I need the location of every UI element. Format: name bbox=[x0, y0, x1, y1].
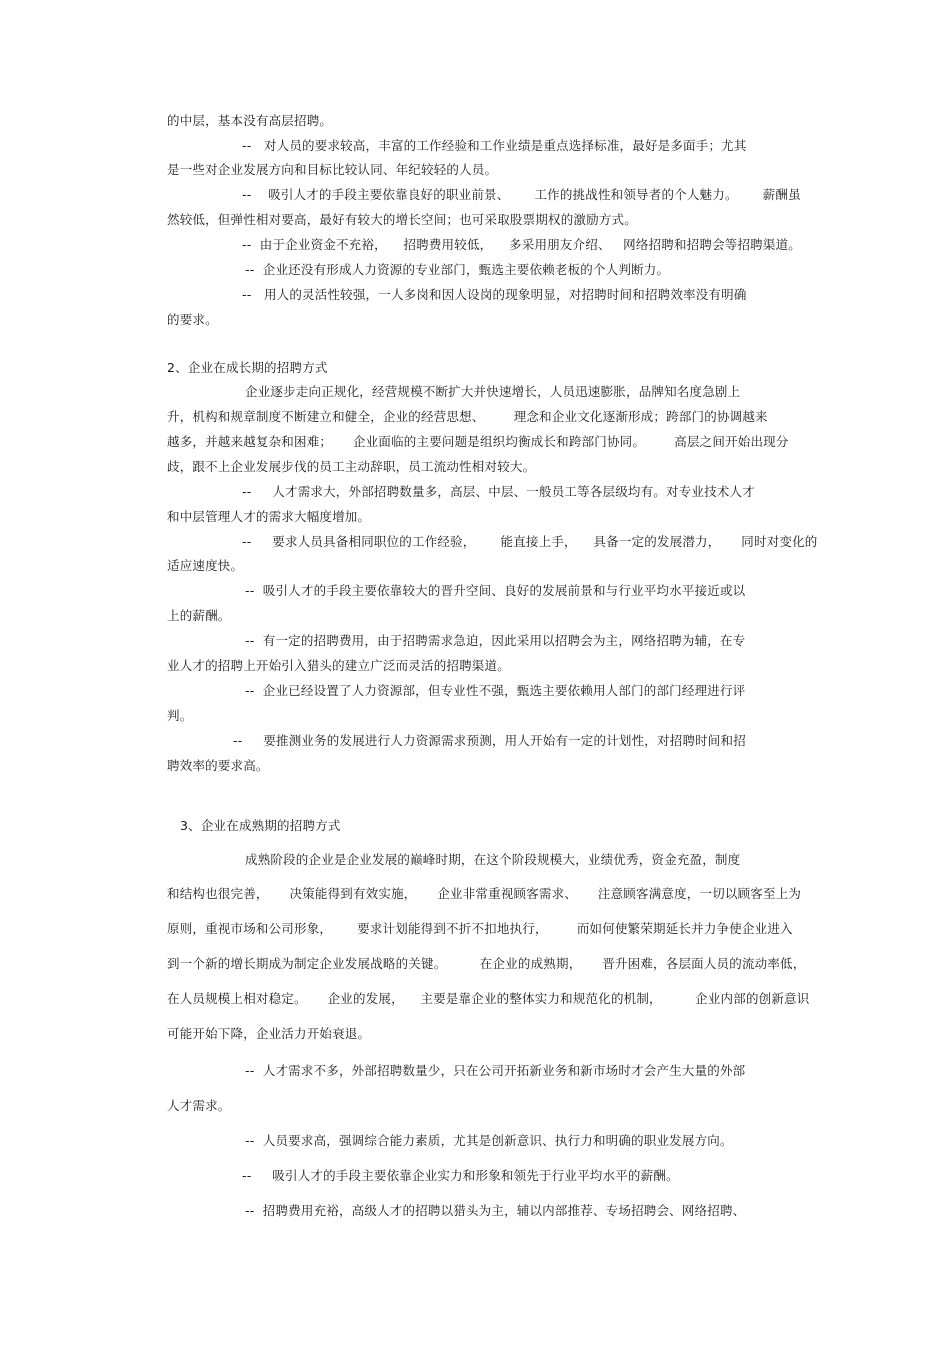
text-line: 升，机构和规章制度不断建立和健全，企业的经营思想、 理念和企业文化逐渐形成；跨部门的协调越来 bbox=[167, 409, 768, 424]
text-line: -- 由于企业资金不充裕， 招聘费用较低， 多采用朋友介绍、 网络招聘和招聘会等招聘渠道。 bbox=[242, 237, 801, 252]
text-line: 和结构也很完善， 决策能得到有效实施， 企业非常重视顾客需求、 注意顾客满意度，一切以顾客至上为 bbox=[167, 886, 802, 901]
text-line: -- 人员要求高，强调综合能力素质，尤其是创新意识、执行力和明确的职业发展方向。 bbox=[245, 1133, 733, 1148]
text-line: 适应速度快。 bbox=[167, 558, 244, 573]
text-line: 上的薪酬。 bbox=[167, 608, 231, 623]
text-line: -- 人才需求不多，外部招聘数量少，只在公司开拓新业务和新市场时才会产生大量的外部 bbox=[245, 1063, 746, 1078]
text-line: 是一些对企业发展方向和目标比较认同、年纪较轻的人员。 bbox=[167, 162, 498, 177]
text-line: 原则，重视市场和公司形象， 要求计划能得到不折不扣地执行， 而如何使繁荣期延长并力争使企业进入 bbox=[167, 921, 793, 936]
text-line: -- 企业还没有形成人力资源的专业部门，甄选主要依赖老板的个人判断力。 bbox=[245, 262, 670, 277]
text-line: 的要求。 bbox=[167, 312, 218, 327]
text-line: 越多，并越来越复杂和困难； 企业面临的主要问题是组织均衡成长和跨部门协同。 高层之间开始出现分 bbox=[167, 434, 789, 449]
text-line: 到一个新的增长期成为制定企业发展战略的关键。 在企业的成熟期， 晋升困难，各层面人员的流动率低， bbox=[167, 956, 806, 971]
text-line: 人才需求。 bbox=[167, 1098, 231, 1113]
text-line: 和中层管理人才的需求大幅度增加。 bbox=[167, 509, 371, 524]
text-line: 聘效率的要求高。 bbox=[167, 758, 269, 773]
text-line: 歧，跟不上企业发展步伐的员工主动辞职，员工流动性相对较大。 bbox=[167, 459, 536, 474]
text-line: 可能开始下降，企业活力开始衰退。 bbox=[167, 1026, 371, 1041]
text-line: -- 吸引人才的手段主要依靠较大的晋升空间、良好的发展前景和与行业平均水平接近或以 bbox=[245, 583, 746, 598]
text-line: -- 吸引人才的手段主要依靠企业实力和形象和领先于行业平均水平的薪酬。 bbox=[242, 1168, 679, 1183]
text-line: -- 对人员的要求较高，丰富的工作经验和工作业绩是重点选择标准，最好是多面手；尤其 bbox=[242, 138, 747, 153]
text-line: -- 人才需求大，外部招聘数量多，高层、中层、一般员工等各层级均有。对专业技术人才 bbox=[242, 484, 755, 499]
text-line: 的中层，基本没有高层招聘。 bbox=[167, 113, 333, 128]
text-line: -- 要推测业务的发展进行人力资源需求预测，用人开始有一定的计划性，对招聘时间和招 bbox=[233, 733, 746, 748]
text-line: 业人才的招聘上开始引入猎头的建立广泛而灵活的招聘渠道。 bbox=[167, 658, 510, 673]
text-line: -- 用人的灵活性较强，一人多岗和因人设岗的现象明显，对招聘时间和招聘效率没有明确 bbox=[242, 287, 747, 302]
text-line: 判。 bbox=[167, 708, 193, 723]
text-line: 然较低，但弹性相对要高，最好有较大的增长空间；也可采取股票期权的激励方式。 bbox=[167, 212, 637, 227]
text-line: 企业逐步走向正规化，经营规模不断扩大并快速增长，人员迅速膨胀，品牌知名度急剧上 bbox=[245, 384, 741, 399]
text-line: -- 要求人员具备相同职位的工作经验， 能直接上手， 具备一定的发展潜力， 同时对变化的 bbox=[242, 534, 818, 549]
text-line: -- 有一定的招聘费用，由于招聘需求急迫，因此采用以招聘会为主，网络招聘为辅，在专 bbox=[245, 633, 746, 648]
section-heading: 3、企业在成熟期的招聘方式 bbox=[180, 818, 341, 833]
text-line: -- 企业已经设置了人力资源部，但专业性不强，甄选主要依赖用人部门的部门经理进行评 bbox=[245, 683, 746, 698]
text-line: 成熟阶段的企业是企业发展的巅峰时期，在这个阶段规模大，业绩优秀，资金充盈，制度 bbox=[245, 852, 741, 867]
section-heading: 2、企业在成长期的招聘方式 bbox=[167, 360, 328, 375]
text-line: -- 招聘费用充裕，高级人才的招聘以猎头为主，辅以内部推荐、专场招聘会、网络招聘、 bbox=[245, 1203, 746, 1218]
text-line: 在人员规模上相对稳定。 企业的发展， 主要是靠企业的整体实力和规范化的机制， 企业内部的创新意识 bbox=[167, 991, 810, 1006]
text-line: -- 吸引人才的手段主要依靠良好的职业前景、 工作的挑战性和领导者的个人魅力。 薪酬虽 bbox=[242, 187, 801, 202]
